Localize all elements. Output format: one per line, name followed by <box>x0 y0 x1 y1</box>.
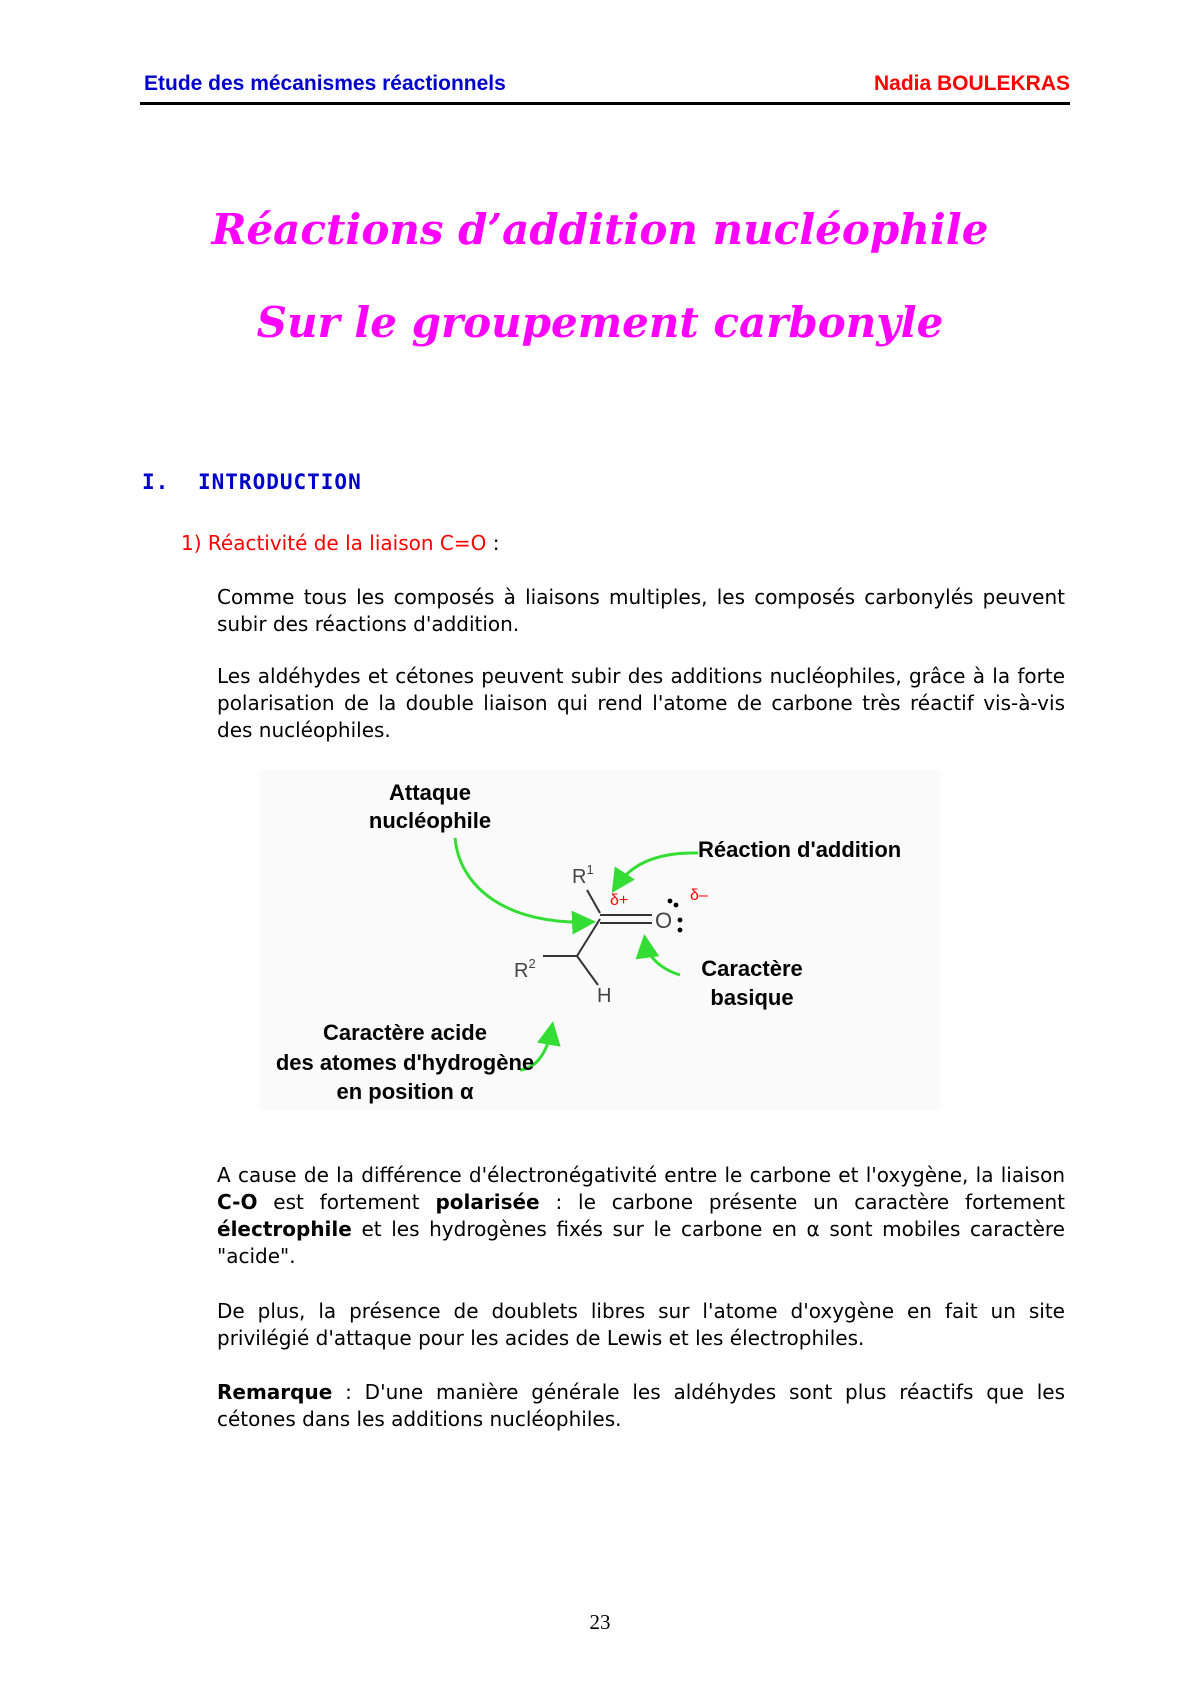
p3-bold-electrophile: électrophile <box>217 1217 352 1241</box>
p3-bold-co: C-O <box>217 1190 258 1214</box>
document-title-line-1: Réactions d’addition nucléophile <box>211 205 989 254</box>
p3-text-a: A cause de la différence d'électronégativité entre le carbone et l'oxygène, la liaison <box>217 1163 1065 1187</box>
label-acide-line1: Caractère acide <box>323 1020 487 1045</box>
label-acide-line3: en position α <box>336 1079 474 1104</box>
paragraph-2: Les aldéhydes et cétones peuvent subir des additions nucléophiles, grâce à la forte polarisation de la double liaison qui rend l'atome de carbone très réactif vis-à-vis des nucléophiles. <box>217 664 1065 742</box>
r1-letter: R <box>572 866 587 888</box>
r1-superscript: 1 <box>586 862 594 877</box>
r2-superscript: 2 <box>528 956 536 971</box>
section-heading <box>142 470 362 494</box>
delta-minus-label: δ– <box>690 887 708 904</box>
label-reaction-addition: Réaction d'addition <box>698 837 902 862</box>
header-course-title: Etude des mécanismes réactionnels <box>144 72 506 95</box>
page-header <box>140 70 1070 105</box>
p3-text-c: est fortement <box>257 1190 436 1214</box>
p3-text-g: et les hydrogènes fixés sur le carbone en α sont mobiles caractère "acide". <box>217 1217 1065 1268</box>
label-basique-line2: basique <box>710 985 794 1010</box>
p3-bold-polarisee: polarisée <box>435 1190 540 1214</box>
carbonyl-reactivity-figure <box>260 770 940 1110</box>
remarque-text: : D'une manière générale les aldéhydes sont plus réactifs que les cétones dans les additions nucléophiles. <box>217 1380 1065 1431</box>
remarque-label: Remarque <box>217 1380 333 1404</box>
paragraph-1: Comme tous les composés à liaisons multiples, les composés carbonylés peuvent subir des réactions d'addition. <box>217 585 1065 636</box>
header-author: Nadia BOULEKRAS <box>873 72 1070 95</box>
lone-pair-dot <box>678 918 683 923</box>
section-number: I. <box>142 470 170 494</box>
lone-pair-dot <box>668 899 673 904</box>
paragraph-4: De plus, la présence de doublets libres sur l'atome d'oxygène en fait un site privilégié d'attaque pour les acides de Lewis et les électrophiles. <box>217 1299 1065 1350</box>
label-attaque-line2: nucléophile <box>368 808 492 833</box>
lone-pair-dot <box>674 903 679 908</box>
hydrogen-label: H <box>597 985 612 1007</box>
label-basique-line1: Caractère <box>701 956 803 981</box>
label-acide-line2: des atomes d'hydrogène <box>275 1050 535 1075</box>
lone-pair-dot <box>678 928 683 933</box>
paragraph-remarque <box>217 1379 1065 1433</box>
subsection-label: 1) Réactivité de la liaison C=O <box>181 531 487 555</box>
p3-text-e: : le carbone présente un caractère fortement <box>539 1190 1065 1214</box>
paragraph-3 <box>217 1162 1065 1270</box>
oxygen-label: O <box>655 908 673 933</box>
label-attaque-line1: Attaque <box>389 780 471 805</box>
page-number: 23 <box>589 1610 611 1634</box>
document-title-line-2: Sur le groupement carbonyle <box>256 298 944 347</box>
r2-letter: R <box>514 960 529 982</box>
subsection-suffix: : <box>486 531 500 555</box>
carbonyl-diagram <box>260 770 940 1110</box>
section-label: INTRODUCTION <box>198 470 362 494</box>
subsection-heading <box>181 531 499 555</box>
delta-plus-label: δ+ <box>610 892 629 909</box>
